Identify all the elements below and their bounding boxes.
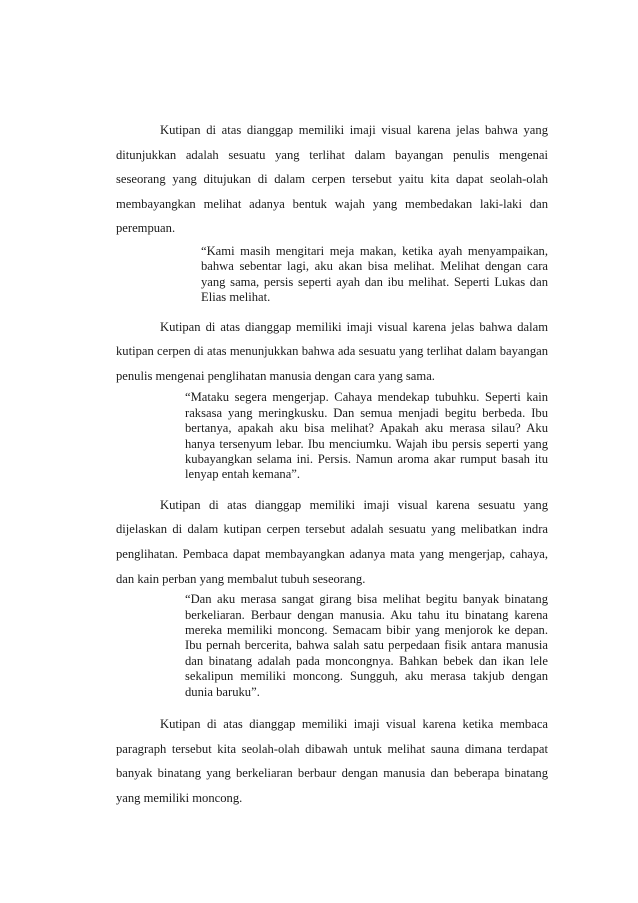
block-quote: “Kami masih mengitari meja makan, ketika ayah menyampaikan, bahwa sebentar lagi, aku akan bisa melihat. Melihat dengan cara yang sama, persis seperti ayah dan ibu melihat. Seperti Lukas dan Elias melihat.	[201, 243, 548, 305]
block-quote: “Dan aku merasa sangat girang bisa melihat begitu banyak binatang berkeliaran. Berbaur dengan manusia. Aku tahu itu binatang karena mereka memiliki moncong. Semacam bibir yang menjorok ke depan. Ibu pernah bercerita, bahwa salah satu perpedaan fisik antara manusia dan binatang adalah pada moncongnya. Bahkan bebek dan ikan lele sekalipun memiliki moncong. Sungguh, aku merasa takjub dengan dunia baruku”.	[185, 592, 548, 699]
body-paragraph: Kutipan di atas dianggap memiliki imaji visual karena sesuatu yang dijelaskan di dalam kutipan cerpen tersebut adalah sesuatu yang melibatkan indra penglihatan. Pembaca dapat membayangkan adanya mata yang mengerjap, cahaya, dan kain perban yang membalut tubuh seseorang.	[116, 497, 548, 586]
body-paragraph: Kutipan di atas dianggap memiliki imaji visual karena ketika membaca paragraph tersebut kita seolah-olah dibawah untuk melihat sauna dimana terdapat banyak binatang yang berkeliaran berbaur dengan manusia dan beberapa binatang yang memiliki moncong.	[116, 717, 548, 805]
body-paragraph: Kutipan di atas dianggap memiliki imaji visual karena jelas bahwa dalam kutipan cerpen di atas menunjukkan bahwa ada sesuatu yang terlihat dalam bayangan penulis mengenai penglihatan manusia dengan cara yang sama.	[116, 319, 548, 383]
body-paragraph: Kutipan di atas dianggap memiliki imaji visual karena jelas bahwa yang ditunjukkan adalah sesuatu yang terlihat dalam bayangan penulis mengenai seseorang yang ditujukan di dalam cerpen tersebut yaitu kita dapat seolah-olah membayangkan melihat adanya bentuk wajah yang membedakan laki-laki dan perempuan.	[116, 123, 548, 236]
block-quote: “Mataku segera mengerjap. Cahaya mendekap tubuhku. Seperti kain raksasa yang meringkusku. Dan semua menjadi begitu berbeda. Ibu bertanya, apakah aku bisa melihat? Apakah aku merasa silau? Aku hanya tersenyum lebar. Ibu menciumku. Wajah ibu persis seperti yang kubayangkan selama ini. Persis. Namun aroma akar rumput basah itu lenyap entah kemana”.	[185, 390, 548, 482]
document-page	[116, 118, 548, 810]
